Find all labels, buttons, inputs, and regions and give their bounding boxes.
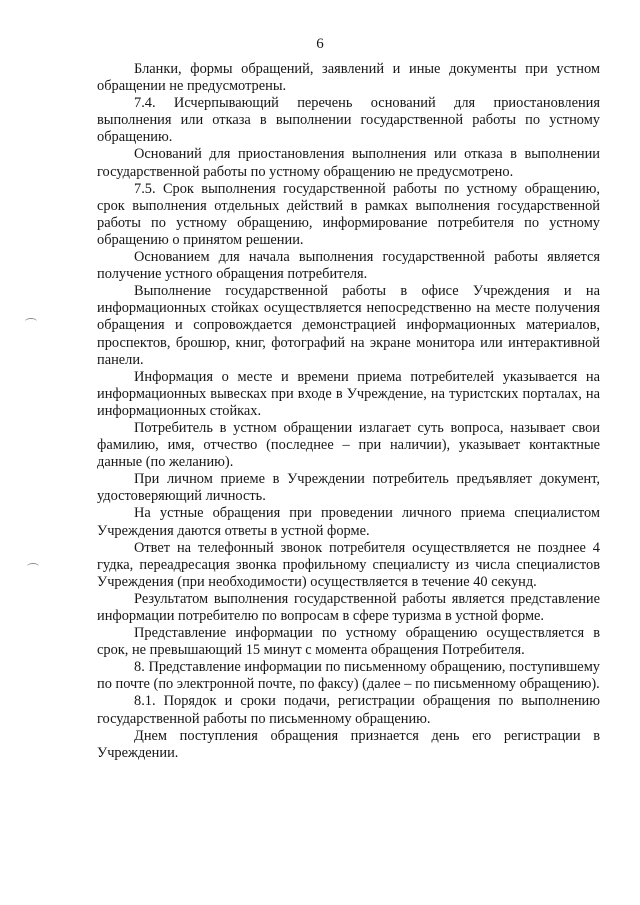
document-body [97, 61, 600, 762]
paragraph-section-8-1: 8.1. Порядок и сроки подачи, регистрации обращения по выполнению государственной работы по письменному обращению. [97, 693, 600, 727]
paragraph-basis-start: Основанием для начала выполнения государственной работы является получение устного обращения потребителя. [97, 249, 600, 283]
paragraph-no-grounds: Оснований для приостановления выполнения или отказа в выполнении государственной работы по устному обращению не предусмотрено. [97, 146, 600, 180]
paragraph-reception-info: Информация о месте и времени приема потребителей указывается на информационных вывесках при входе в Учреждение, на туристских порталах, на информационных стойках. [97, 368, 600, 419]
paragraph-section-8: 8. Представление информации по письменному обращению, поступившему по почте (по электронной почте, по факсу) (далее – по письменному обращению). [97, 659, 600, 693]
paragraph-result: Результатом выполнения государственной работы является представление информации потребителю по вопросам в сфере туризма в устной форме. [97, 590, 600, 624]
paragraph-phone-response: Ответ на телефонный звонок потребителя осуществляется не позднее 4 гудка, переадресация звонка профильному специалисту из числа специалистов Учреждения (при необходимости) осуществляется в течение 40 секунд. [97, 539, 600, 590]
scan-artifact-mark [25, 318, 37, 325]
paragraph-personal-id: При личном приеме в Учреждении потребитель предъявляет документ, удостоверяющий личность. [97, 471, 600, 505]
paragraph-office-execution: Выполнение государственной работы в офисе Учреждения и на информационных стойках осуществляется непосредственно на месте получения обращения и сопровождается демонстрацией информационных материалов, проспектов, брошюр, книг, фотографий на экране монитора или интерактивной панели. [97, 283, 600, 368]
paragraph-blank-forms: Бланки, формы обращений, заявлений и иные документы при устном обращении не предусмотрены. [97, 61, 600, 95]
paragraph-time-limit: Представление информации по устному обращению осуществляется в срок, не превышающий 15 минут с момента обращения Потребителя. [97, 625, 600, 659]
paragraph-section-7-5: 7.5. Срок выполнения государственной работы по устному обращению, срок выполнения отдельных действий в рамках выполнения государственной работы по устному обращению, информирование потребителя по устному обращению о принятом решении. [97, 180, 600, 248]
paragraph-oral-request-content: Потребитель в устном обращении излагает суть вопроса, называет свои фамилию, имя, отчество (последнее – при наличии), указывает контактные данные (по желанию). [97, 419, 600, 471]
page-number: 6 [316, 36, 324, 52]
scan-artifact-mark [27, 563, 39, 570]
paragraph-oral-answers: На устные обращения при проведении личного приема специалистом Учреждения даются ответы в устной форме. [97, 505, 600, 539]
paragraph-receipt-day: Днем поступления обращения признается день его регистрации в Учреждении. [97, 727, 600, 761]
paragraph-section-7-4: 7.4. Исчерпывающий перечень оснований для приостановления выполнения или отказа в выполнении государственной работы по устному обращению. [97, 95, 600, 146]
